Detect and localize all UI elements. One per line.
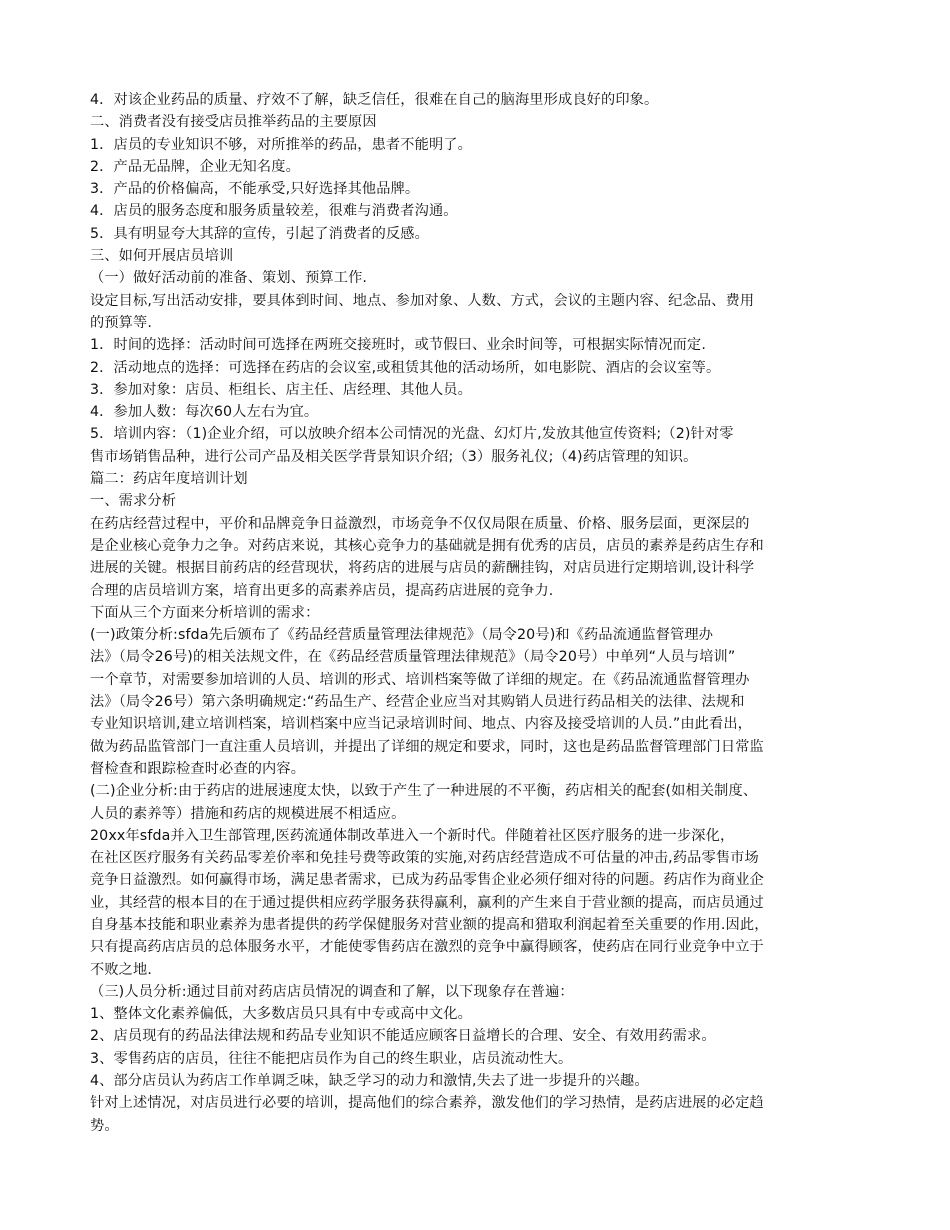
text-line: 1．店员的专业知识不够，对所推举的药品，患者不能明了。 <box>90 136 472 153</box>
text-line: 2．活动地点的选择：可选择在药店的会议室,或租赁其他的活动场所，如电影院、酒店的会议室等。 <box>90 359 721 376</box>
text-line: 设定目标,写出活动安排，要具体到时间、地点、参加对象、人数、方式，会议的主题内容、纪念品、费用 <box>90 292 755 309</box>
text-line: 只有提高药店店员的总体服务水平，才能使零售药店在激烈的竞争中赢得顾客，使药店在同行业竞争中立于 <box>90 939 764 956</box>
text-line: 1、整体文化素养偏低，大多数店员只具有中专或高中文化。 <box>90 1006 472 1023</box>
text-line: 在社区医疗服务有关药品零差价率和免挂号费等政策的实施,对药店经营造成不可估量的冲击,药品零售市场 <box>90 850 759 867</box>
text-line: 售市场销售品种，进行公司产品及相关医学背景知识介绍;（3）服务礼仪;（4)药店管理的知识。 <box>90 448 698 465</box>
text-line: 法》（局令26号）第六条明确规定:“药品生产、经营企业应当对其购销人员进行药品相关的法律、法规和 <box>90 694 745 711</box>
text-line: 进展的关键。根据目前药店的经营现状，将药店的进展与店员的薪酬挂钩，对店员进行定期培训,设计科学 <box>90 560 755 577</box>
text-line: 是企业核心竞争力之争。对药店来说，其核心竞争力的基础就是拥有优秀的店员，店员的素养是药店生存和 <box>90 537 764 554</box>
text-line: 3．产品的价格偏高，不能承受,只好选择其他品牌。 <box>90 181 420 198</box>
text-line: 业，其经营的根本目的在于通过提供相应药学服务获得赢利，赢利的产生来自于营业额的提高，而店员通过 <box>90 894 764 911</box>
text-line: 在药店经营过程中，平价和品牌竞争日益激烈，市场竞争不仅仅局限在质量、价格、服务层面，更深层的 <box>90 515 750 532</box>
text-line: 针对上述情况，对店员进行必要的培训，提高他们的综合素养，激发他们的学习热情，是药店进展的必定趋 <box>90 1095 764 1112</box>
text-line: 5．培训内容：（1)企业介绍，可以放映介绍本公司情况的光盘、幻灯片,发放其他宣传资料;（2)针对零 <box>90 426 734 443</box>
text-line: 势。 <box>90 1117 119 1134</box>
text-line: 专业知识培训,建立培训档案，培训档案中应当记录培训时间、地点、内容及接受培训的人员.”由此看出， <box>90 716 753 733</box>
subsection-heading: （一）做好活动前的准备、策划、预算工作. <box>90 270 368 287</box>
text-line: 4、部分店员认为药店工作单调乏味，缺乏学习的动力和激情,失去了进一步提升的兴趣。 <box>90 1073 649 1090</box>
text-line: 做为药品监管部门一直注重人员培训，并提出了详细的规定和要求，同时，这也是药品监督管理部门日常监 <box>90 738 764 755</box>
text-line: 不败之地. <box>90 961 153 978</box>
text-line: 人员的素养等）措施和药店的规模进展不相适应。 <box>90 805 406 822</box>
text-line: 20xx年sfda并入卫生部管理,医药流通体制改革进入一个新时代。伴随着社区医疗服务的进一步深化， <box>90 827 735 844</box>
text-line: 下面从三个方面来分析培训的需求： <box>90 604 320 621</box>
text-line: 督检查和跟踪检查时必查的内容。 <box>90 760 306 777</box>
text-line: 3．参加对象：店员、柜组长、店主任、店经理、其他人员。 <box>90 381 472 398</box>
section-heading: 一、需求分析 <box>90 493 177 510</box>
text-line: (二)企业分析:由于药店的进展速度太快，以致于产生了一种进展的不平衡，药店相关的配套(如相关制度、 <box>90 783 758 800</box>
text-line: 1．时间的选择：活动时间可选择在两班交接班时，或节假曰、业余时间等，可根据实际情况而定. <box>90 337 707 354</box>
document-body <box>90 89 870 1137</box>
text-line: 法》（局令26号)的相关法规文件，在《药品经营质量管理法律规范》（局令20号）中单列“人员与培训” <box>90 649 736 666</box>
text-line: 4．参加人数：每次60人左右为宜。 <box>90 404 319 421</box>
text-line: 3、零售药店的店员，往往不能把店员作为自己的终生职业，店员流动性大。 <box>90 1050 573 1067</box>
text-line: (一)政策分析:sfda先后颁布了《药品经营质量管理法律规范》（局令20号)和《药品流通监督管理办 <box>90 627 714 644</box>
section-heading: 二、消费者没有接受店员推举药品的主要原因 <box>90 114 377 131</box>
text-line: （三)人员分析:通过目前对药店店员情况的调查和了解，以下现象存在普遍： <box>90 983 574 1000</box>
text-line: 2．产品无品牌，企业无知名度。 <box>90 158 300 175</box>
text-line: 一个章节，对需要参加培训的人员、培训的形式、培训档案等做了详细的规定。在《药品流通监督管理办 <box>90 671 750 688</box>
text-line: 竞争日益激烈。如何赢得市场，满足患者需求，已成为药品零售企业必须仔细对待的问题。药店作为商业企 <box>90 872 764 889</box>
text-line: 5．具有明显夸大其辞的宣传，引起了消费者的反感。 <box>90 225 429 242</box>
text-line: 合理的店员培训方案，培育出更多的高素养店员，提高药店进展的竞争力. <box>90 582 554 599</box>
text-line: 的预算等. <box>90 314 153 331</box>
text-line: 4．店员的服务态度和服务质量较差，很难与消费者沟通。 <box>90 203 458 220</box>
section-heading: 篇二：药店年度培训计划 <box>90 471 248 488</box>
text-line: 2、店员现有的药品法律法规和药品专业知识不能适应顾客日益增长的合理、安全、有效用药需求。 <box>90 1028 716 1045</box>
text-line: 自身基本技能和职业素养为患者提供的药学保健服务对营业额的提高和猎取利润起着至关重要的作用.因此， <box>90 916 769 933</box>
section-heading: 三、如何开展店员培训 <box>90 248 234 265</box>
text-line: 4．对该企业药品的质量、疗效不了解，缺乏信任，很难在自己的脑海里形成良好的印象。 <box>90 92 659 108</box>
